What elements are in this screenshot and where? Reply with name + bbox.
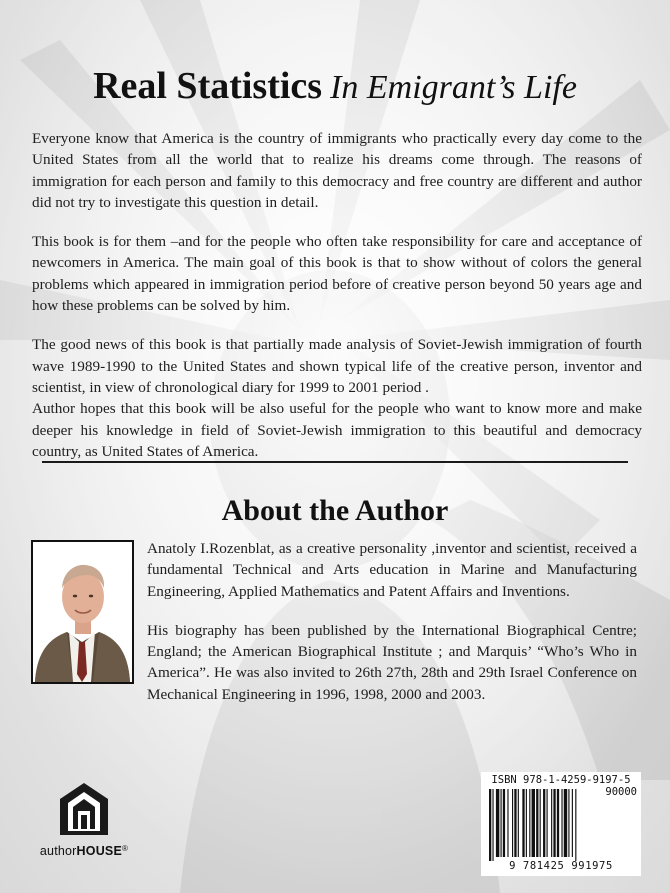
authorhouse-logo-icon: [54, 781, 114, 837]
blurb-paragraph: Author hopes that this book will be also useful for the people who want to know more and make deeper his knowledge in field of Soviet-Jewish immigration to this beautiful and democracy country, as United States of America.: [32, 400, 642, 460]
publisher-name-part1: author: [39, 844, 77, 858]
barcode-bars: [489, 789, 605, 861]
blurb-paragraph: This book is for them –and for the people who often take responsibility for care and acceptance of newcomers in America. The main goal of this book is that to show without of colors the general problems which appeared in immigration period before of creative person beyond 50 years age and how these problems can be solved by him.: [32, 233, 642, 315]
registered-mark: ®: [122, 844, 129, 853]
author-photo: [31, 540, 134, 684]
about-author-heading: About the Author: [221, 494, 449, 527]
horizontal-divider: [42, 461, 628, 463]
publisher-name-part2: HOUSE: [76, 844, 122, 858]
author-bio: [147, 538, 637, 723]
isbn-digits: 9 781425 991975: [509, 860, 613, 872]
book-title: [0, 64, 670, 108]
price-code: 90000: [605, 786, 637, 798]
bio-paragraph: His biography has been published by the International Biographical Centre; England; the American Biographical Institute ; and Marquis’ “Who’s Who in America”. He was also invited to 26th 27th, 28th and 29th Israel Conference on Mechanical Engineering in 1996, 1998, 2000 and 2003.: [147, 621, 637, 703]
title-main: Real Statistics: [93, 65, 323, 107]
blurb-paragraph: Everyone know that America is the country of immigrants who practically every day come to the United States from all the world that to realize his dreams come through. The reasons of immigration for each person and family to this democracy and free country are different and author did not try to investigate this question in detail.: [32, 130, 642, 211]
title-subtitle: In Emigrant’s Life: [330, 69, 577, 106]
bio-paragraph: Anatoly I.Rozenblat, as a creative personality ,inventor and scientist, received a fundamental Technical and Arts education in Marine and Manufacturing Engineering, Applied Mathematics and Patent Affairs and Inventions.: [147, 540, 637, 600]
blurb-paragraph: The good news of this book is that partially made analysis of Soviet-Jewish immigration of fourth wave 1989-1990 to the United States and shown typical life of the creative person, inventor and scientist, in view of chronological diary for 1999 to 2001 period .: [32, 336, 642, 396]
publisher-name: [36, 844, 132, 858]
isbn-barcode: [481, 772, 641, 876]
book-blurb: [32, 128, 642, 480]
isbn-label: ISBN 978-1-4259-9197-5: [491, 774, 631, 786]
publisher-logo: [36, 781, 132, 858]
